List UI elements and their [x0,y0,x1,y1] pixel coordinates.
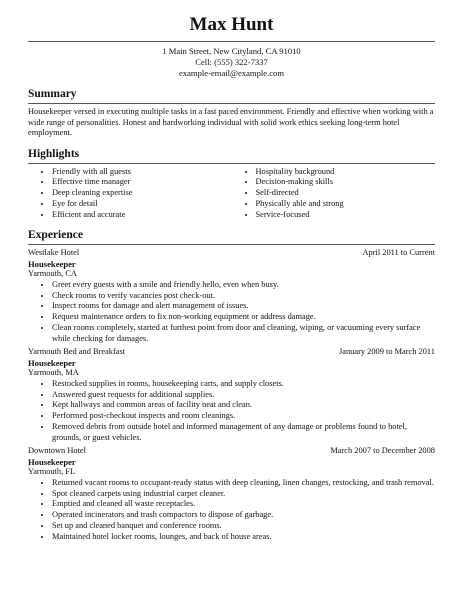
contact-email: example-email@example.com [178,68,285,78]
duty-item: • Greet every guests with a smile and friendly hello, even when busy. [52,280,435,291]
highlight-item: • Decision-making skills [256,177,436,188]
job-duties [28,379,435,443]
summary-divider [28,103,435,104]
duty-item: • Check rooms to verify vacancies post check-out. [52,291,435,302]
job-employer: Downtown Hotel [28,446,86,456]
duty-item: • Kept hallways and common areas of facility neat and clean. [52,400,435,411]
job-employer: Westlake Hotel [28,248,80,258]
highlights-list [28,167,435,221]
duty-item: • Spot cleaned carpets using industrial carpet cleaner. [52,489,435,500]
job-title: Housekeeper [28,456,76,467]
job-location: Yarmouth, FL [28,467,76,477]
experience-divider [28,244,435,245]
job-header [28,248,435,259]
duty-item: • Maintained hotel locker rooms, lounges, and back of house areas. [52,532,435,543]
highlight-item: • Physically able and strong [256,199,436,210]
experience-heading: Experience [28,229,83,242]
job-entry [28,347,435,443]
contact-address: 1 Main Street, New Cityland, CA 91010 [162,46,301,56]
duty-item: • Inspect rooms for damage and alert management of issues. [52,301,435,312]
highlights-heading: Highlights [28,147,80,160]
highlight-item: • Hospitality background [256,167,436,178]
job-location: Yarmouth, MA [28,368,79,378]
job-duties [28,280,435,344]
duty-item: • Clean rooms completely, started at furthest point from door and cleaning, wiping, or vacuuming every surface while checking for damages. [52,323,435,344]
job-location: Yarmouth, CA [28,269,77,279]
highlight-item: • Service-focused [256,210,436,221]
candidate-name: Max Hunt [189,14,274,35]
duty-item: • Answered guest requests for additional supplies. [52,390,435,401]
highlight-item: • Self-directed [256,188,436,199]
duty-item: • Operated incinerators and trash compactors to dispose of garbage. [52,510,435,521]
duty-item: • Set up and cleaned banquet and conference rooms. [52,521,435,532]
job-title: Housekeeper [28,258,76,269]
header-divider [28,41,435,42]
job-header [28,446,435,457]
duty-item: • Request maintenance orders to fix non-working equipment or address damage. [52,312,435,323]
job-duties [28,478,435,542]
contact-cell: Cell: (555) 322-7337 [195,57,268,67]
duty-item: • Performed post-checkout inspects and room cleanings. [52,411,435,422]
highlight-item: • Friendly with all guests [52,167,232,178]
highlights-divider [28,163,435,164]
job-dates: April 2011 to Current [362,248,435,258]
highlights-left-column [28,167,232,221]
duty-item: • Returned vacant rooms to occupant-ready status with deep cleaning, linen changes, restocking, and trash removal. [52,478,435,489]
highlights-right-column [232,167,436,221]
job-entry [28,446,435,542]
job-entry [28,248,435,344]
summary-text: Housekeeper versed in executing multiple tasks in a fast paced environment. Friendly and effective when working with a wide range of personalities. Honest and hardworking individual with solid work ethics seeking long-term hotel employment. [28,107,434,138]
duty-item: • Restocked supplies in rooms, housekeeping carts, and supply closets. [52,379,435,390]
duty-item: • Emptied and cleaned all waste receptacles. [52,499,435,510]
job-header [28,347,435,358]
job-employer: Yarmouth Bed and Breakfast [28,347,126,357]
highlight-item: • Effective time manager [52,177,232,188]
duty-item: • Removed debris from outside hotel and informed management of any damage or problems found to hotel, grounds, or guest vehicles. [52,422,435,443]
job-dates: March 2007 to December 2008 [330,446,435,456]
job-title: Housekeeper [28,357,76,368]
highlight-item: • Efficient and accurate [52,210,232,221]
highlight-item: • Deep cleaning expertise [52,188,232,199]
highlight-item: • Eye for detail [52,199,232,210]
summary-heading: Summary [28,88,77,100]
job-dates: January 2009 to March 2011 [339,347,435,357]
